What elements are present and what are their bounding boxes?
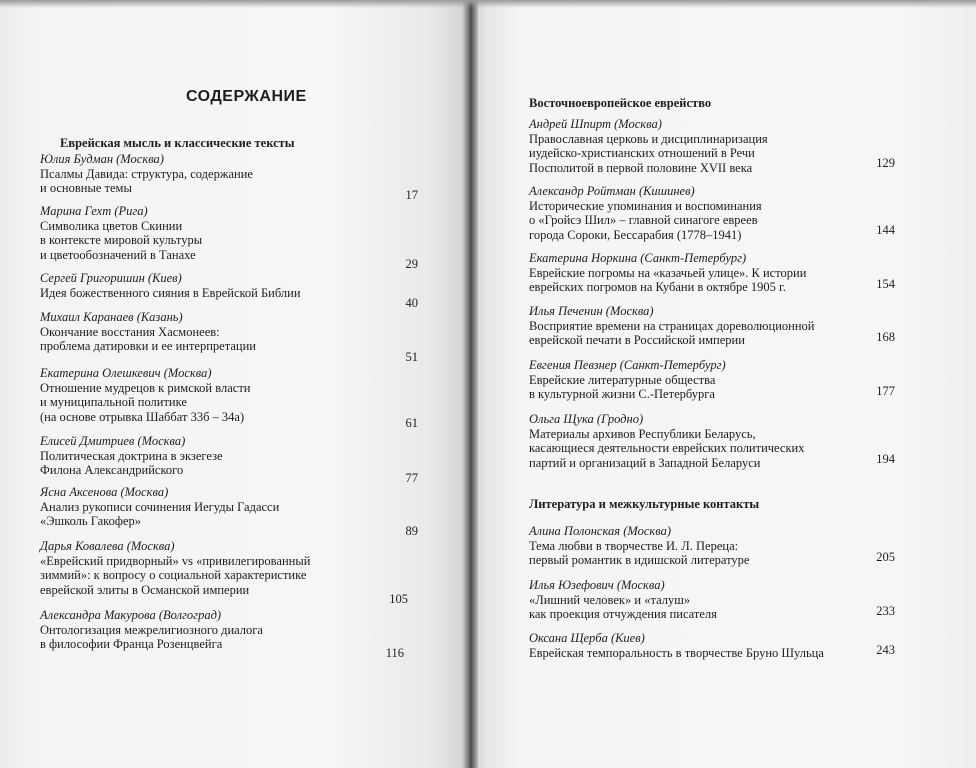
entry-page-number: 61	[405, 416, 418, 430]
entry-title-line: партий и организаций в Западной Беларуси	[529, 455, 761, 470]
entry-title-line: Еврейская темпоральность в творчестве Бруно Шульца	[529, 645, 824, 660]
toc-entry[interactable]	[529, 524, 895, 568]
entry-author: Екатерина Олешкевич (Москва)	[40, 366, 212, 380]
section-title-jewish-thought: Еврейская мысль и классические тексты	[60, 136, 295, 150]
entry-title-line: проблема датировки и ее интерпретации	[40, 339, 256, 353]
entry-title-line: «Эшколь Гакофер»	[40, 514, 142, 528]
entry-title-line: Посполитой в первой половине XVII века	[529, 160, 753, 175]
entry-page-number: 29	[405, 257, 418, 271]
entry-page-number: 77	[405, 471, 418, 485]
entry-title-line: Православная церковь и дисциплинаризация	[529, 131, 768, 146]
toc-entry[interactable]	[40, 366, 430, 430]
entry-title-line: Еврейские литературные общества	[529, 372, 716, 387]
entry-page-number: 154	[876, 277, 895, 291]
toc-entry[interactable]	[40, 485, 430, 538]
entry-author: Сергей Григоришин (Киев)	[40, 271, 182, 285]
entry-title-line: Политическая доктрина в экзегезе	[40, 448, 223, 463]
entry-page-number: 177	[876, 384, 895, 398]
toc-entry[interactable]	[40, 152, 430, 202]
toc-entry[interactable]	[529, 578, 895, 622]
entry-title-line: в контексте мировой культуры	[40, 233, 203, 247]
entry-page-number: 243	[876, 643, 895, 657]
entry-title-line: «Лишний человек» и «талуш»	[529, 592, 691, 607]
entry-author: Юлия Будман (Москва)	[40, 152, 164, 166]
book-gutter	[462, 0, 478, 768]
entry-page-number: 40	[405, 296, 418, 310]
toc-entry[interactable]	[529, 117, 895, 175]
entry-title-line: первый романтик в идишской литературе	[529, 553, 750, 567]
entry-page-number: 105	[389, 592, 408, 606]
entry-title-line: и основные темы	[40, 181, 132, 195]
entry-title-line: Материалы архивов Республики Беларусь,	[529, 426, 756, 441]
entry-author: Александр Ройтман (Кишинев)	[529, 184, 695, 198]
entry-author: Александра Макурова (Волгоград)	[40, 608, 222, 622]
entry-title-line: Еврейские погромы на «казачьей улице». К истории	[529, 265, 807, 280]
entry-title-line: зиммий»: к вопросу о социальной характеристике	[40, 568, 307, 582]
toc-heading: СОДЕРЖАНИЕ	[186, 88, 307, 105]
entry-author: Марина Гехт (Рига)	[40, 204, 148, 218]
entry-page-number: 89	[405, 524, 418, 538]
entry-page-number: 205	[876, 550, 895, 564]
section-title-east-european: Восточноевропейское еврейство	[529, 96, 712, 110]
entry-author: Михаил Каранаев (Казань)	[40, 310, 183, 324]
entry-page-number: 129	[876, 156, 895, 170]
entry-author: Дарья Ковалева (Москва)	[40, 539, 175, 553]
entry-title-line: Окончание восстания Хасмонеев:	[40, 324, 220, 339]
entry-page-number: 51	[405, 350, 418, 364]
entry-author: Илья Юзефович (Москва)	[529, 578, 665, 592]
entry-page-number: 144	[876, 223, 895, 237]
toc-entry[interactable]	[40, 434, 430, 485]
toc-entry[interactable]	[40, 608, 430, 660]
entry-title-line: еврейских погромов на Кубани в октябре 1905 г.	[529, 280, 786, 294]
entry-title-line: как проекция отчуждения писателя	[529, 607, 717, 621]
entry-page-number: 168	[876, 330, 895, 344]
entry-title-line: в культурной жизни С.-Петербурга	[529, 387, 715, 401]
entry-author: Евгения Певзнер (Санкт-Петербург)	[529, 358, 726, 372]
entry-page-number: 17	[405, 188, 418, 202]
entry-title-line: касающиеся деятельности еврейских политических	[529, 441, 805, 455]
entry-author: Алина Полонская (Москва)	[529, 524, 671, 538]
entry-title-line: Исторические упоминания и воспоминания	[529, 198, 762, 213]
entry-author: Илья Печенин (Москва)	[529, 304, 654, 318]
entry-author: Андрей Шпирт (Москва)	[529, 117, 662, 131]
entry-title-line: Анализ рукописи сочинения Иегуды Гадасси	[40, 499, 280, 514]
entry-title-line: еврейской печати в Российской империи	[529, 333, 745, 347]
toc-entry[interactable]	[529, 358, 895, 402]
entry-title-line: Онтологизация межрелигиозного диалога	[40, 622, 263, 637]
entry-title-line: Восприятие времени на страницах дореволюционной	[529, 318, 815, 333]
entry-title-line: еврейской элиты в Османской империи	[40, 582, 250, 597]
entry-title-line: и муниципальной политике	[40, 395, 187, 409]
toc-entry[interactable]	[529, 304, 895, 348]
entry-title-line: Символика цветов Скинии	[40, 218, 183, 233]
entry-author: Ольга Щука (Гродно)	[529, 412, 644, 426]
toc-entry[interactable]	[40, 204, 430, 271]
toc-entry[interactable]	[40, 271, 430, 310]
section-title-literature: Литература и межкультурные контакты	[529, 497, 760, 511]
entry-author: Оксана Щерба (Киев)	[529, 631, 645, 645]
entry-author: Ясна Аксенова (Москва)	[40, 485, 169, 499]
entry-title-line: иудейско-христианских отношений в Речи	[529, 146, 755, 160]
entry-author: Екатерина Норкина (Санкт-Петербург)	[529, 251, 747, 265]
toc-entry[interactable]	[529, 631, 895, 660]
entry-page-number: 233	[876, 604, 895, 618]
entry-title-line: в философии Франца Розенцвейга	[40, 637, 223, 651]
toc-entry[interactable]	[40, 310, 430, 364]
entry-page-number: 116	[385, 646, 404, 660]
entry-title-line: о «Гройсэ Шил» – главной синагоге евреев	[529, 213, 758, 227]
toc-entry[interactable]	[529, 412, 895, 470]
entry-title-line: Идея божественного сияния в Еврейской Библии	[40, 285, 301, 300]
entry-title-line: «Еврейский придворный» vs «привилегированный	[40, 553, 311, 568]
entry-title-line: Филона Александрийского	[40, 463, 184, 477]
entry-title-line: города Сороки, Бессарабия (1778–1941)	[529, 227, 742, 242]
entry-title-line: Отношение мудрецов к римской власти	[40, 380, 251, 395]
page-top-shadow	[0, 0, 976, 8]
entry-title-line: Тема любви в творчестве И. Л. Переца:	[529, 538, 739, 553]
entry-author: Елисей Дмитриев (Москва)	[40, 434, 186, 448]
entry-title-line: (на основе отрывка Шаббат 33б – 34а)	[40, 409, 245, 424]
toc-entry[interactable]	[529, 184, 895, 242]
toc-entry[interactable]	[40, 539, 430, 606]
toc-entry[interactable]	[529, 251, 895, 295]
entry-page-number: 194	[876, 452, 895, 466]
entry-title-line: Псалмы Давида: структура, содержание	[40, 166, 253, 181]
entry-title-line: и цветообозначений в Танахе	[40, 247, 196, 262]
